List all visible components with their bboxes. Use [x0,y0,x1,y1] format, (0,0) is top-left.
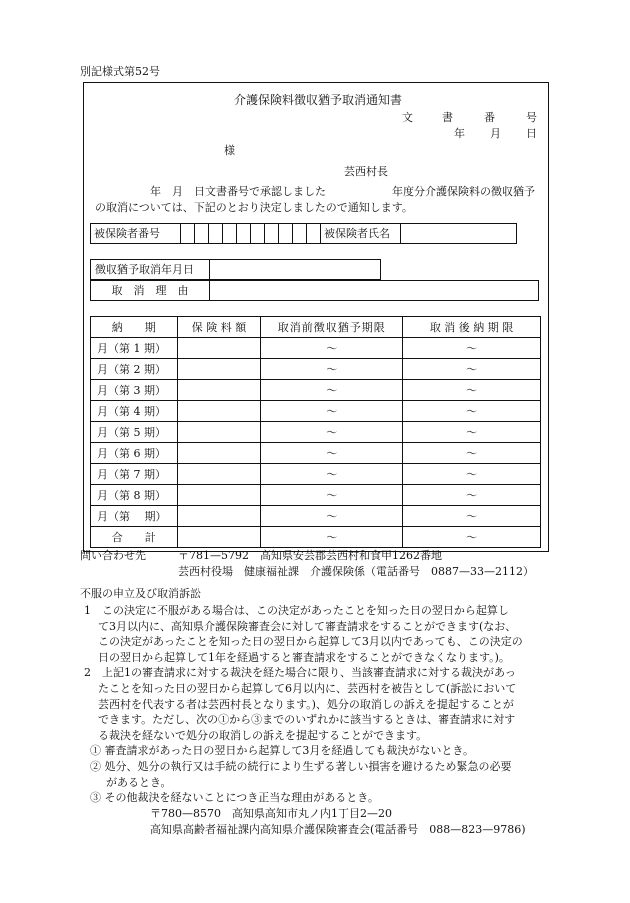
digit-box[interactable] [223,224,237,244]
appeal-line: 2 上記1の審査請求に対する裁決を経た場合に限り、当該審査請求に対する裁決があっ [84,666,516,680]
after-deadline-cell: ～ [403,359,541,380]
reason-label: 取 消 理 由 [91,281,210,301]
contact-address: 〒781—5792 高知県安芸郡芸西村和食甲1262番地 [178,549,442,562]
period-cell: 月（第 7 期） [91,464,178,485]
header-premium: 保 険 料 額 [177,317,261,338]
appeal-line: 1 この決定に不服がある場合は、この決定があったことを知った日の翌日から起算し [84,604,509,617]
before-deadline-cell: ～ [261,380,403,401]
insured-name-field[interactable] [401,224,517,244]
appeal-line: があるとき。 [106,775,172,789]
contact-office: 芸西村役場 健康福祉課 介護保険係（電話番号 0887—33—2112） [178,565,534,578]
intro-line-2: の取消については、下記のとおり決定しましたので通知します。 [95,201,413,214]
before-deadline-cell: ～ [261,506,403,527]
premium-cell[interactable] [177,401,261,422]
table-row [91,506,541,527]
appeal-line: この決定があったことを知った日の翌日から起算して3月以内であっても、この決定の [98,635,523,649]
digit-box[interactable] [307,224,321,244]
digit-box[interactable] [209,224,223,244]
premium-cell[interactable] [177,464,261,485]
header-period: 納 期 [91,317,178,338]
document-title: 介護保険料徴収猶予取消通知書 [234,93,403,107]
before-deadline-cell: ～ [261,359,403,380]
table-row [91,485,541,506]
reason-field[interactable] [210,281,539,301]
premium-cell[interactable] [177,506,261,527]
before-deadline-cell: ～ [261,401,403,422]
total-after-deadline-cell: ～ [403,527,541,548]
premium-cell[interactable] [177,380,261,401]
intro-line-1b: 年度分介護保険料の徴収猶予 [392,185,535,198]
digit-box[interactable] [265,224,279,244]
appeal-line: できます。ただし、次の①から③までのいずれかに該当するときは、審査請求に対す [98,713,516,727]
before-deadline-cell: ～ [261,443,403,464]
cancel-date-field[interactable] [210,260,381,280]
digit-box[interactable] [279,224,293,244]
appeal-line: て3月以内に、高知県介護保険審査会に対して審査請求をすることができます(なお、 [98,619,517,633]
after-deadline-cell: ～ [403,401,541,422]
digit-box[interactable] [251,224,265,244]
before-deadline-cell: ～ [261,464,403,485]
total-label: 合 計 [91,527,178,548]
table-row [91,359,541,380]
digit-box[interactable] [293,224,307,244]
doc-number-char: 文 [402,111,413,124]
period-cell: 月（第 1 期） [91,338,178,359]
header-after-deadline: 取 消 後 納 期 限 [403,317,541,338]
period-cell: 月（第 3 期） [91,380,178,401]
date-month-label: 月 [490,127,501,140]
review-board-address: 〒780—8570 高知県高知市丸ノ内1丁目2—20 [150,807,392,820]
period-cell: 月（第 2 期） [91,359,178,380]
before-deadline-cell: ～ [261,485,403,506]
period-cell: 月（第 期） [91,506,178,527]
premium-cell[interactable] [177,359,261,380]
after-deadline-cell: ～ [403,380,541,401]
header-before-deadline: 取消前徴収猶予期限 [261,317,403,338]
total-premium-cell[interactable] [177,527,261,548]
form-number: 別記様式第52号 [80,65,160,78]
cancel-date-label: 徴収猶予取消年月日 [91,260,210,280]
digit-box[interactable] [195,224,209,244]
cancel-date-table [90,259,381,280]
after-deadline-cell: ～ [403,464,541,485]
table-row [91,338,541,359]
period-cell: 月（第 8 期） [91,485,178,506]
insured-number-label: 被保険者番号 [91,224,181,244]
appeal-line: ② 処分、処分の執行又は手続の続行により生ずる著しい損害を避けるため緊急の必要 [90,760,512,773]
after-deadline-cell: ～ [403,338,541,359]
issuer: 芸西村長 [344,165,388,178]
table-row [91,443,541,464]
appeal-heading: 不服の申立及び取消訴訟 [80,587,201,600]
before-deadline-cell: ～ [261,338,403,359]
table-row [91,380,541,401]
period-cell: 月（第 6 期） [91,443,178,464]
insured-table [90,223,517,244]
after-deadline-cell: ～ [403,443,541,464]
premium-cell[interactable] [177,422,261,443]
doc-number-char: 書 [442,111,453,124]
premium-cell[interactable] [177,443,261,464]
appeal-line: 芸西村を代表する者は芸西村長となります。)、処分の取消しの訴えを提起することが [98,697,514,711]
after-deadline-cell: ～ [403,422,541,443]
contact-label: 問い合わせ先 [80,549,146,562]
table-row [91,422,541,443]
table-row [91,464,541,485]
period-cell: 月（第 4 期） [91,401,178,422]
intro-line-1a: 年 月 日文書番号で承認しました [150,185,326,198]
reason-table [90,280,539,301]
doc-number-char: 号 [526,111,537,124]
installment-table [90,316,541,548]
date-year-label: 年 [454,127,465,140]
appeal-line: たことを知った日の翌日から起算して6月以内に、芸西村を被告として(訴訟において [98,682,517,695]
after-deadline-cell: ～ [403,506,541,527]
after-deadline-cell: ～ [403,485,541,506]
appeal-line: る裁決を経ないで処分の取消しの訴えを提起することができます。 [98,728,428,742]
date-day-label: 日 [526,127,537,140]
before-deadline-cell: ～ [261,422,403,443]
period-cell: 月（第 5 期） [91,422,178,443]
appeal-line: ③ その他裁決を経ないことにつき正当な理由があるとき。 [90,791,379,805]
appeal-line: 日の翌日から起算して1年を経過すると審査請求をすることができなくなります。)。 [98,650,510,664]
digit-box[interactable] [237,224,251,244]
recipient-suffix: 様 [224,144,235,157]
table-row [91,401,541,422]
appeal-line: ① 審査請求があった日の翌日から起算して3月を経過しても裁決がないとき。 [90,744,474,758]
digit-box[interactable] [181,224,195,244]
insured-name-label: 被保険者氏名 [321,224,401,244]
premium-cell[interactable] [177,485,261,506]
doc-number-char: 番 [484,111,495,124]
total-before-deadline-cell: ～ [261,527,403,548]
premium-cell[interactable] [177,338,261,359]
review-board-office: 高知県高齢者福祉課内高知県介護保険審査会(電話番号 088—823—9786) [150,823,526,836]
